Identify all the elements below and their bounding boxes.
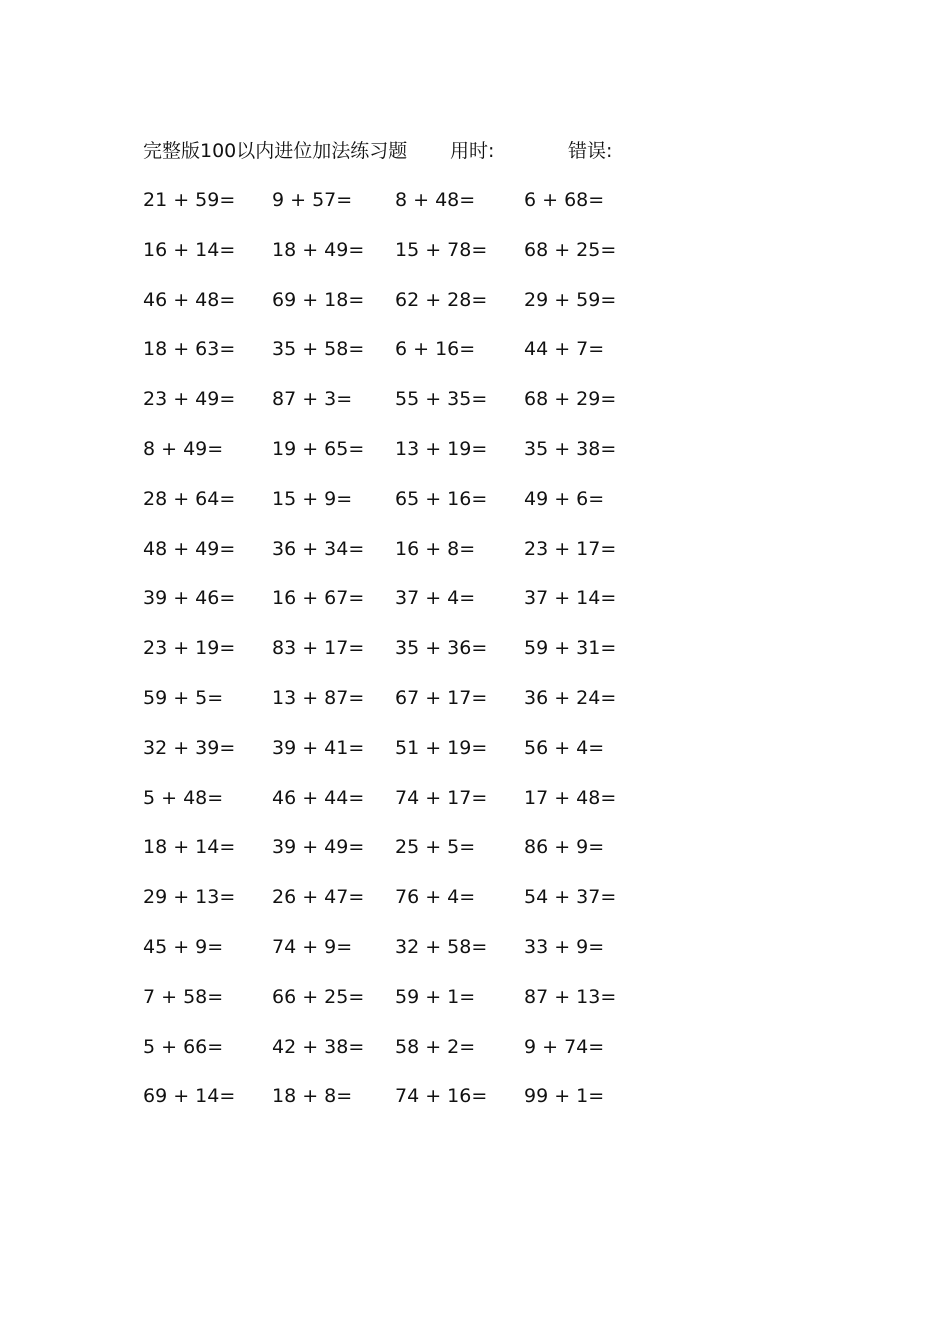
problem-row	[143, 335, 643, 385]
problem-item: 46 + 48=	[143, 288, 236, 311]
problem-item: 15 + 78=	[395, 238, 488, 261]
problem-row	[143, 286, 643, 336]
problem-item: 35 + 36=	[395, 637, 488, 660]
problem-item: 32 + 58=	[395, 935, 488, 958]
problem-item: 42 + 38=	[272, 1035, 365, 1058]
problem-item: 13 + 87=	[272, 686, 365, 709]
problem-item: 8 + 49=	[143, 437, 224, 460]
problem-item: 33 + 9=	[524, 935, 605, 958]
problem-item: 66 + 25=	[272, 985, 365, 1008]
problem-item: 9 + 57=	[272, 189, 353, 211]
problem-item: 51 + 19=	[395, 736, 488, 759]
problem-row	[143, 186, 643, 236]
problem-row	[143, 584, 643, 634]
problem-item: 23 + 17=	[524, 537, 617, 560]
errors-label: 错误:	[568, 140, 613, 162]
problem-item: 23 + 49=	[143, 388, 236, 411]
problem-item: 18 + 49=	[272, 238, 365, 261]
problem-item: 74 + 17=	[395, 786, 488, 809]
problem-item: 13 + 19=	[395, 437, 488, 460]
problem-item: 58 + 2=	[395, 1035, 476, 1058]
problem-item: 54 + 37=	[524, 886, 617, 909]
problem-row	[143, 385, 643, 435]
problem-item: 59 + 1=	[395, 985, 476, 1008]
problem-item: 16 + 14=	[143, 238, 236, 261]
problem-item: 8 + 48=	[395, 189, 476, 211]
problem-item: 44 + 7=	[524, 338, 605, 361]
worksheet-header	[143, 137, 663, 165]
problem-item: 5 + 66=	[143, 1035, 224, 1058]
problem-item: 83 + 17=	[272, 637, 365, 660]
problem-row	[143, 784, 643, 834]
problem-row	[143, 1082, 643, 1132]
problem-item: 39 + 46=	[143, 587, 236, 610]
problem-item: 37 + 4=	[395, 587, 476, 610]
problem-item: 69 + 18=	[272, 288, 365, 311]
problem-item: 15 + 9=	[272, 487, 353, 510]
problem-item: 67 + 17=	[395, 686, 488, 709]
problem-item: 76 + 4=	[395, 886, 476, 909]
problem-item: 74 + 9=	[272, 935, 353, 958]
worksheet-title: 完整版100以内进位加法练习题	[143, 140, 408, 162]
problem-row	[143, 236, 643, 286]
problem-item: 5 + 48=	[143, 786, 224, 809]
problem-row	[143, 435, 643, 485]
problem-row	[143, 535, 643, 585]
problem-item: 74 + 16=	[395, 1085, 488, 1108]
time-used-label: 用时:	[450, 140, 495, 162]
problem-item: 35 + 58=	[272, 338, 365, 361]
problem-item: 99 + 1=	[524, 1085, 605, 1108]
problem-item: 65 + 16=	[395, 487, 488, 510]
problem-item: 6 + 68=	[524, 189, 605, 211]
problem-row	[143, 833, 643, 883]
problem-item: 48 + 49=	[143, 537, 236, 560]
problem-item: 59 + 5=	[143, 686, 224, 709]
problem-item: 36 + 24=	[524, 686, 617, 709]
problem-item: 25 + 5=	[395, 836, 476, 859]
problem-item: 45 + 9=	[143, 935, 224, 958]
problem-row	[143, 933, 643, 983]
problem-item: 35 + 38=	[524, 437, 617, 460]
problem-item: 37 + 14=	[524, 587, 617, 610]
problem-item: 68 + 29=	[524, 388, 617, 411]
problem-item: 26 + 47=	[272, 886, 365, 909]
problem-item: 87 + 3=	[272, 388, 353, 411]
problem-item: 18 + 63=	[143, 338, 236, 361]
problem-item: 36 + 34=	[272, 537, 365, 560]
problem-item: 55 + 35=	[395, 388, 488, 411]
problem-item: 46 + 44=	[272, 786, 365, 809]
problem-item: 69 + 14=	[143, 1085, 236, 1108]
problem-row	[143, 634, 643, 684]
problem-row	[143, 983, 643, 1033]
problem-item: 17 + 48=	[524, 786, 617, 809]
problem-item: 68 + 25=	[524, 238, 617, 261]
problem-item: 87 + 13=	[524, 985, 617, 1008]
problem-item: 59 + 31=	[524, 637, 617, 660]
problem-item: 86 + 9=	[524, 836, 605, 859]
problem-item: 21 + 59=	[143, 189, 236, 211]
problem-item: 9 + 74=	[524, 1035, 605, 1058]
problem-item: 19 + 65=	[272, 437, 365, 460]
problem-row	[143, 883, 643, 933]
problem-item: 56 + 4=	[524, 736, 605, 759]
problem-grid	[143, 186, 643, 1132]
problem-item: 29 + 59=	[524, 288, 617, 311]
problem-item: 62 + 28=	[395, 288, 488, 311]
problem-item: 18 + 8=	[272, 1085, 353, 1108]
problem-item: 23 + 19=	[143, 637, 236, 660]
problem-item: 28 + 64=	[143, 487, 236, 510]
problem-item: 16 + 8=	[395, 537, 476, 560]
problem-item: 39 + 49=	[272, 836, 365, 859]
problem-item: 16 + 67=	[272, 587, 365, 610]
problem-row	[143, 734, 643, 784]
problem-item: 49 + 6=	[524, 487, 605, 510]
problem-row	[143, 684, 643, 734]
problem-row	[143, 485, 643, 535]
problem-item: 7 + 58=	[143, 985, 224, 1008]
problem-row	[143, 1033, 643, 1083]
problem-item: 29 + 13=	[143, 886, 236, 909]
problem-item: 18 + 14=	[143, 836, 236, 859]
problem-item: 32 + 39=	[143, 736, 236, 759]
problem-item: 6 + 16=	[395, 338, 476, 361]
problem-item: 39 + 41=	[272, 736, 365, 759]
